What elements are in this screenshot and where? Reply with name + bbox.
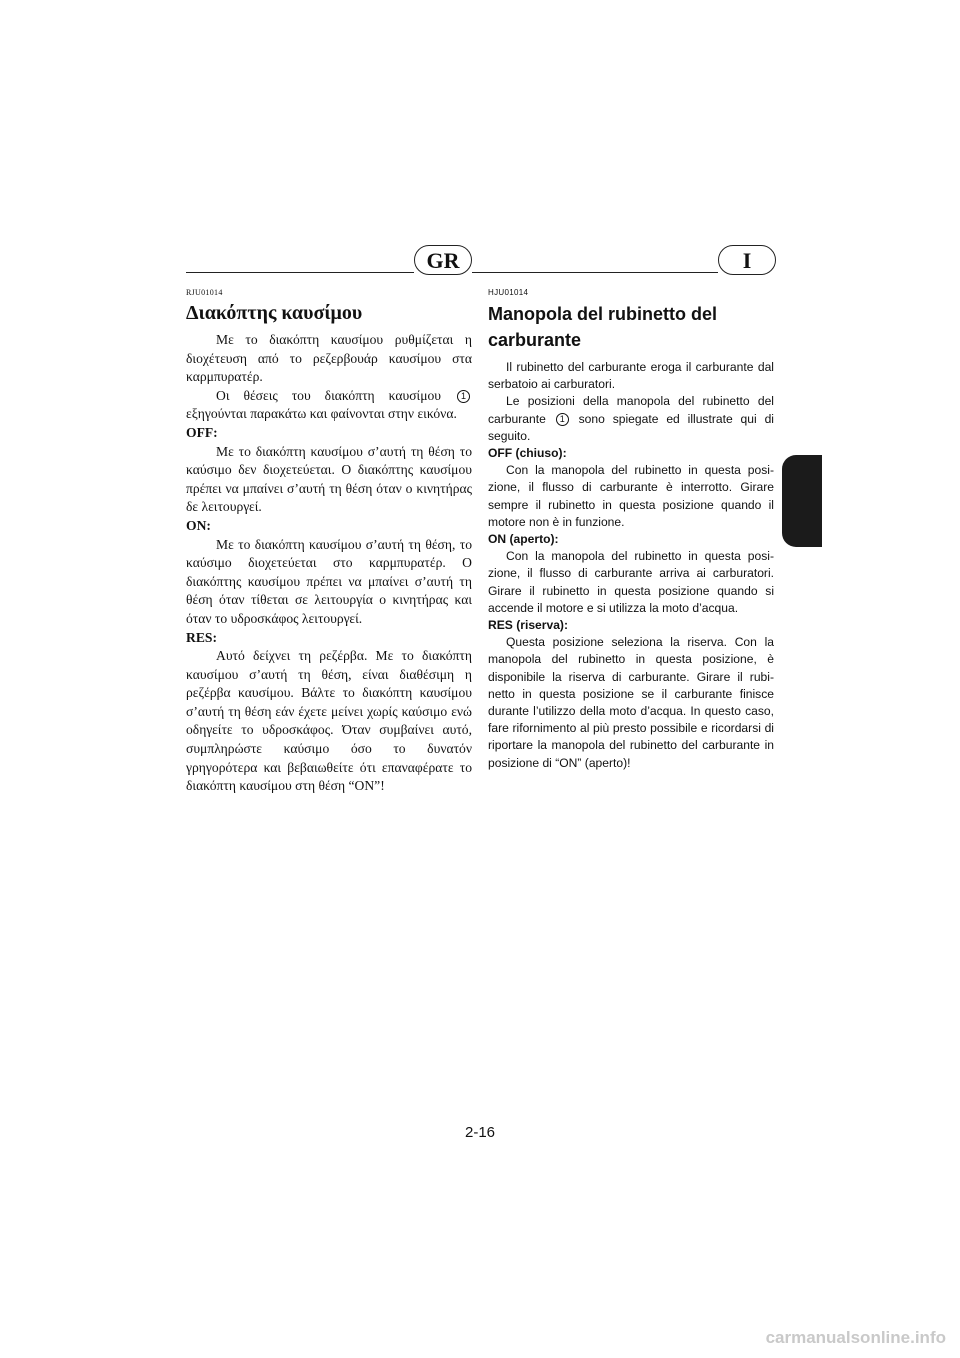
off-heading: OFF (chiuso): (488, 446, 567, 461)
on-heading: ON: (186, 517, 211, 533)
res-paragraph: Questa posizione seleziona la riserva. Con la manopola del rubinetto in questa posizione, è disponibile la riserva di carburante. Girare il rubi-netto in questa posizione se il carburante finisce durante l’utilizzo della moto d’acqua. In questo caso, fare rifornimento al più presto possibile e ricordarsi di riportare la manopola del rubinetto del carburante in posizione di “ON” (aperto)! (488, 635, 774, 770)
on-paragraph: Με το διακόπτη καυσίμου σ’αυτή τη θέση, το καύσιμο διοχετεύεται στο καρμπυρατέρ. Ο διακόπτης καυσίμου πρέπει να μπαίνει σ’αυτή τη θέση όταν τίθεται σε λειτουργία ο κινητήρας και όταν το υδροσκάφος λειτουργεί. (186, 536, 472, 626)
positions-paragraph: Le posizioni della manopola del rubinetto del carburante 1 sono spiegate ed illustrate qui di seguito. (488, 394, 774, 443)
italian-column (488, 288, 774, 772)
page-number: 2-16 (464, 1124, 496, 1141)
res-heading: RES: (186, 629, 217, 645)
off-heading: OFF: (186, 424, 218, 440)
intro-paragraph: Με το διακόπτη καυσίμου ρυθμίζεται η διοχέτευση από το ρεζερβουάρ καυσίμου στα καρμπυρατέρ. (186, 332, 472, 385)
section-code: RJU01014 (186, 288, 223, 297)
intro-paragraph: Il rubinetto del carburante eroga il carburante dal serbatoio ai carburatori. (488, 360, 774, 392)
section-title: Manopola del rubinetto del carburante (488, 304, 717, 350)
res-heading: RES (riserva): (488, 618, 568, 633)
section-title: Διακόπτης καυσίμου (186, 302, 363, 324)
callout-number-icon: 1 (457, 390, 470, 403)
language-badge-i: I (718, 245, 776, 275)
on-paragraph: Con la manopola del rubinetto in questa posi-zione, il flusso di carburante arriva ai carburatori. Girare il rubinetto in questa posizione quando si accende il motore e si utilizza la moto d’acqua. (488, 549, 774, 615)
language-badge-gr: GR (414, 245, 472, 275)
on-heading: ON (aperto): (488, 532, 559, 547)
header-rule (186, 272, 414, 273)
off-paragraph: Με το διακόπτη καυσίμου σ’αυτή τη θέση το καύσιμο δεν διοχετεύεται. Ο διακόπτης καυσίμου πρέπει να μπαίνει σ’αυτή τη θέση όταν ο κινητήρας δε λειτουργεί. (186, 443, 472, 515)
greek-column (186, 288, 472, 796)
positions-paragraph: Οι θέσεις του διακόπτη καυσίμου 1 εξηγούνται παρακάτω και φαίνονται στην εικόνα. (186, 387, 472, 424)
watermark: carmanualsonline.info (765, 1328, 946, 1347)
res-paragraph: Αυτό δείχνει τη ρεζέρβα. Με το διακόπτη καυσίμου σ’αυτή τη θέση, είναι διαθέσιμη η ρεζέρβα καυσίμου. Βάλτε το διακόπτη καυσίμου σ’αυτή τη θέση εάν έχετε μείνει χωρίς καύσιμο ενώ οδηγείτε το υδροσκάφος. Όταν συμβαίνει αυτό, συμπληρώστε καύσιμο όσο το δυνατόν γρηγορότερα και βεβαιωθείτε ότι επαναφέρατε το διακόπτη καυσίμου στη θέση “ON”! (186, 648, 472, 794)
section-code: HJU01014 (488, 288, 529, 297)
chapter-tab (782, 455, 822, 547)
off-paragraph: Con la manopola del rubinetto in questa posi-zione, il flusso di carburante è interrotto. Girare sempre il rubinetto in questa posizione quando il motore non è in funzione. (488, 463, 774, 529)
callout-number-icon: 1 (556, 413, 569, 426)
header-rule (472, 272, 718, 273)
